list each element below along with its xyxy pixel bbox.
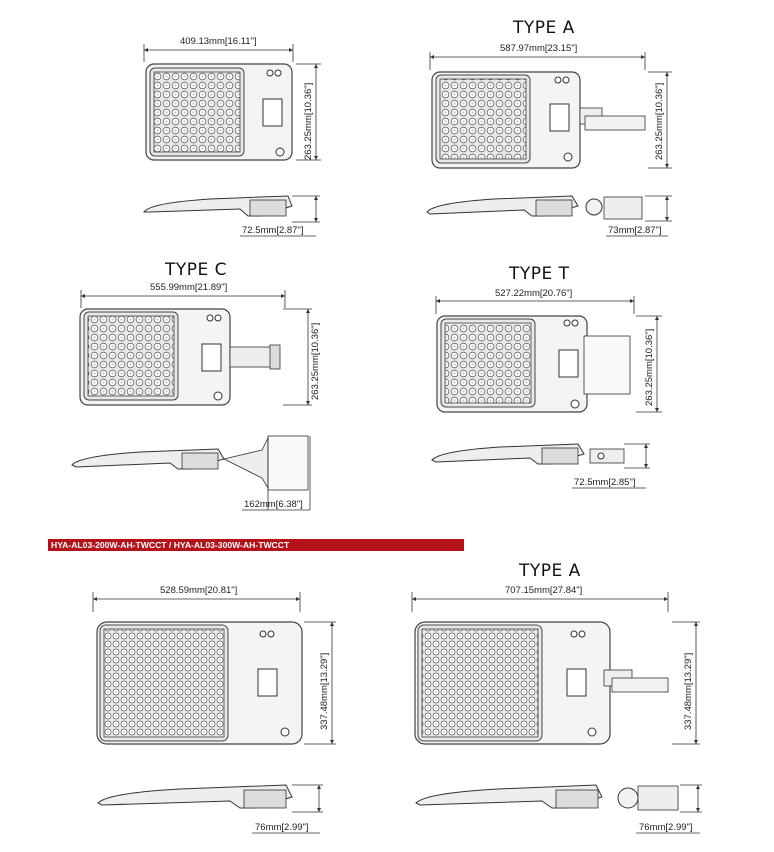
width-dim-4: 527.22mm[20.76"] (495, 288, 573, 299)
title-type-a-bottom: TYPE A (519, 561, 581, 581)
height-dim-5: 337.48mm[13.29"] (319, 652, 330, 730)
depth-dim-6: 76mm[2.99"] (639, 822, 693, 833)
height-dim-6: 337.48mm[13.29"] (683, 652, 694, 730)
title-type-a-top: TYPE A (513, 18, 575, 38)
title-type-c: TYPE C (165, 260, 228, 280)
depth-dim-3: 162mm[6.38"] (244, 499, 303, 510)
width-dim-1: 409.13mm[16.11"] (180, 36, 257, 47)
fixture-front-view-4 (436, 288, 662, 412)
depth-dim-5: 76mm[2.99"] (255, 822, 309, 833)
depth-dim-4: 72.5mm[2.85"] (574, 477, 636, 488)
fixture-side-view-6 (416, 785, 702, 833)
height-dim-1: 263.25mm[10.36"] (303, 82, 314, 160)
height-dim-4: 263.25mm[10.36"] (644, 328, 655, 406)
fixture-front-view-5 (93, 585, 336, 744)
fixture-side-view-1 (144, 196, 320, 236)
fixture-side-view-3 (72, 436, 310, 510)
width-dim-2: 587.97mm[23.15"] (500, 43, 578, 54)
fixture-side-view-2 (427, 196, 672, 236)
fixture-front-view-1 (144, 36, 321, 160)
depth-dim-2: 73mm[2.87"] (608, 225, 662, 236)
height-dim-3: 263.25mm[10.36"] (310, 322, 321, 400)
width-dim-3: 555.99mm[21.89"] (150, 282, 228, 293)
fixture-side-view-4 (432, 444, 650, 488)
fixture-front-view-2 (430, 43, 672, 168)
fixture-front-view-6 (412, 585, 700, 744)
height-dim-2: 263.25mm[10.36"] (654, 82, 665, 160)
model-banner: HYA-AL03-200W-AH-TWCCT / HYA-AL03-300W-AH-TWCCT (48, 539, 464, 551)
width-dim-6: 707.15mm[27.84"] (505, 585, 583, 596)
depth-dim-1: 72.5mm[2.87"] (242, 225, 304, 236)
fixture-side-view-5 (98, 785, 323, 833)
title-type-t: TYPE T (509, 264, 570, 284)
fixture-front-view-3 (80, 282, 321, 405)
width-dim-5: 528.59mm[20.81"] (160, 585, 238, 596)
